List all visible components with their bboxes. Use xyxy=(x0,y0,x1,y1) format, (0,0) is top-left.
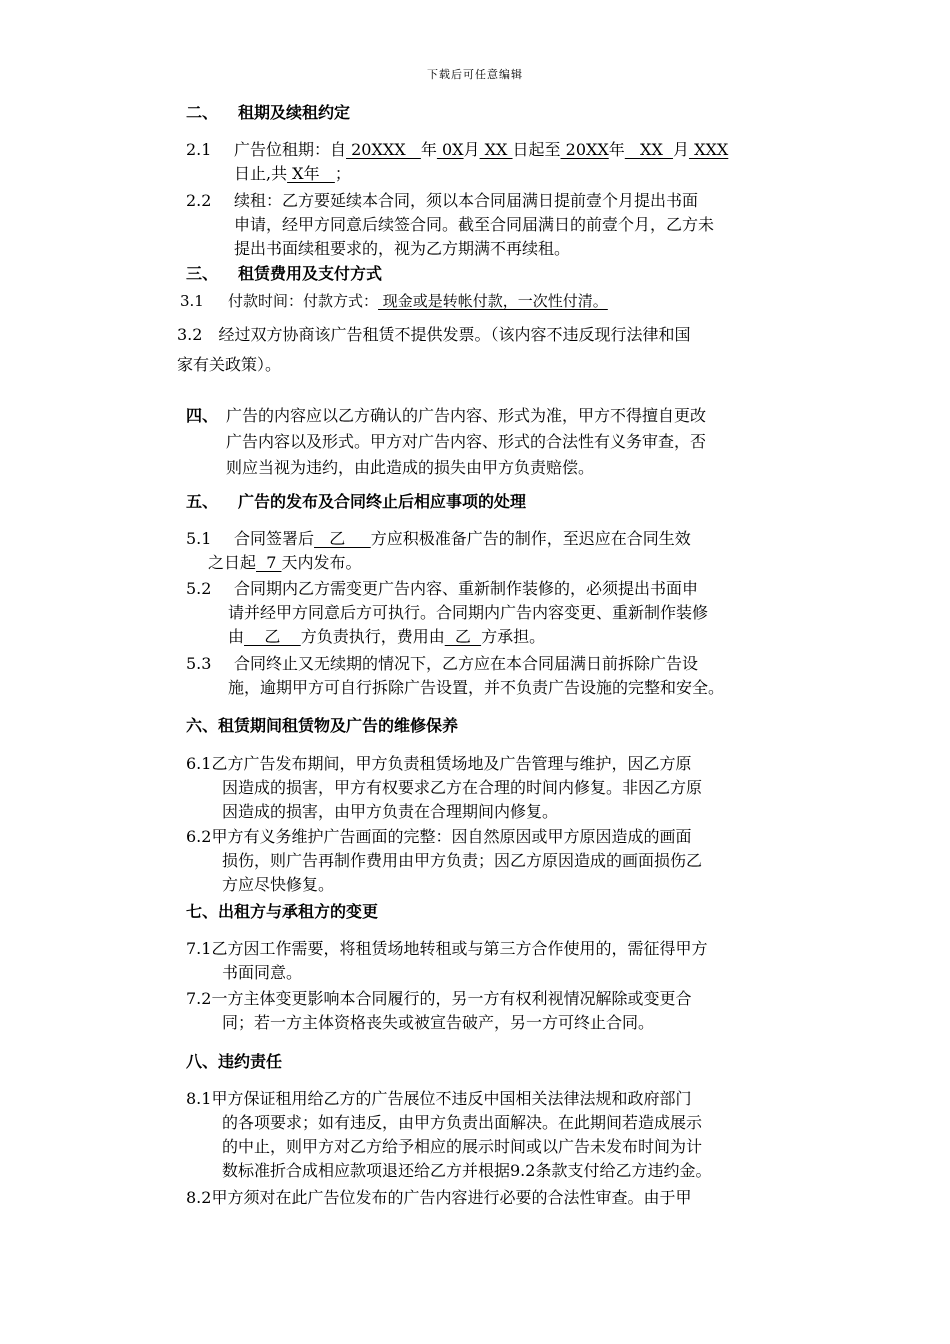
clause-6-1-line-3: 因造成的损害，由甲方负责在合理期间内修复。 xyxy=(222,802,559,821)
clause-2-1-number: 2.1 xyxy=(186,140,212,159)
clause-5-2-line-2: 请并经甲方同意后方可执行。合同期内广告内容变更、重新制作装修 xyxy=(228,603,709,622)
end-day: XXX xyxy=(689,140,729,159)
clause-5-2-line-1: 合同期内乙方需变更广告内容、重新制作装修的，必须提出书面申 xyxy=(234,579,699,598)
section-3-title: 租赁费用及支付方式 xyxy=(238,264,383,283)
clause-7-2-line-2: 同；若一方主体资格丧失或被宣告破产，另一方可终止合同。 xyxy=(222,1013,655,1032)
payment-method: 现金或是转帐付款，一次性付清。 xyxy=(378,292,608,310)
cost-party: 乙 xyxy=(444,627,482,646)
section-4 xyxy=(186,403,706,481)
clause-8-2-line-1: 8.2甲方须对在此广告位发布的广告内容进行必要的合法性审查。由于甲 xyxy=(186,1188,692,1207)
clause-8-1 xyxy=(186,1087,711,1183)
clause-5-1-number: 5.1 xyxy=(186,529,212,548)
text-year-2: 年 xyxy=(608,140,625,159)
text-year: 年 xyxy=(420,140,437,159)
executing-party: 乙 xyxy=(244,627,301,646)
section-2-number: 二、 xyxy=(186,103,219,122)
section-2-title: 租期及续租约定 xyxy=(238,103,351,122)
clause-8-1-line-2: 的各项要求；如有违反，由甲方负责出面解决。在此期间若造成展示 xyxy=(222,1113,703,1132)
section-5-heading xyxy=(186,490,826,514)
text-from-to: 日起至 xyxy=(512,140,561,159)
lease-term: X年 xyxy=(287,164,335,183)
clause-3-1-text: 付款时间：付款方式： xyxy=(228,292,379,310)
section-4-line-2: 广告内容以及形式。甲方对广告内容、形式的合法性有义务审查，否 xyxy=(226,432,707,451)
publish-days: 7 xyxy=(256,553,282,572)
clause-7-2-line-1: 7.2一方主体变更影响本合同履行的，另一方有权利视情况解除或变更合 xyxy=(186,989,692,1008)
section-8-heading: 八、违约责任 xyxy=(186,1052,283,1071)
clause-8-1-line-1: 8.1甲方保证租用给乙方的广告展位不违反中国相关法律法规和政府部门 xyxy=(186,1089,692,1108)
clause-3-2-line-2: 家有关政策）。 xyxy=(177,355,282,374)
end-year: 20XX xyxy=(560,140,609,159)
section-6-heading: 六、租赁期间租赁物及广告的维修保养 xyxy=(186,716,459,735)
clause-5-1-text-d: 天内发布。 xyxy=(281,553,362,572)
clause-5-3-line-1: 合同终止又无续期的情况下，乙方应在本合同届满日前拆除广告设 xyxy=(234,654,699,673)
section-4-line-3: 则应当视为违约，由此造成的损失由甲方负责赔偿。 xyxy=(226,458,595,477)
section-4-line-1: 广告的内容应以乙方确认的广告内容、形式为准，甲方不得擅自更改 xyxy=(226,406,707,425)
section-2-heading xyxy=(186,101,826,125)
clause-5-2-text-b: 方负责执行，费用由 xyxy=(300,627,445,646)
clause-3-1-number: 3.1 xyxy=(180,292,204,310)
clause-2-2-number: 2.2 xyxy=(186,191,212,210)
section-5-title: 广告的发布及合同终止后相应事项的处理 xyxy=(238,492,527,511)
text-day-total: 日止,共 xyxy=(234,164,288,183)
clause-5-2-number: 5.2 xyxy=(186,579,212,598)
clause-8-1-line-4: 数标准折合成相应款项退还给乙方并根据9.2条款支付给乙方违约金。 xyxy=(222,1161,712,1180)
clause-5-2-text-a: 由 xyxy=(228,627,245,646)
clause-6-2 xyxy=(186,825,702,897)
text-month: 月 xyxy=(463,140,480,159)
page-header-note: 下载后可任意编辑 xyxy=(427,68,523,81)
preparing-party: 乙 xyxy=(314,529,371,548)
clause-5-3 xyxy=(186,652,724,700)
clause-7-2 xyxy=(186,987,691,1035)
clause-6-1 xyxy=(186,752,702,824)
clause-5-1-text-b: 方应积极准备广告的制作，至迟应在合同生效 xyxy=(370,529,691,548)
text-month-2: 月 xyxy=(673,140,690,159)
clause-2-1 xyxy=(186,138,728,186)
clause-3-2 xyxy=(177,320,690,380)
clause-6-2-line-3: 方应尽快修复。 xyxy=(222,875,335,894)
section-4-number: 四、 xyxy=(186,406,219,425)
section-7-heading: 七、出租方与承租方的变更 xyxy=(186,902,379,921)
clause-3-1 xyxy=(180,289,608,313)
clause-3-2-line-1: 3.2 经过双方协商该广告租赁不提供发票。（该内容不违反现行法律和国 xyxy=(177,325,691,344)
clause-5-1 xyxy=(186,527,691,575)
clause-5-3-line-2: 施，逾期甲方可自行拆除广告设置，并不负责广告设施的完整和安全。 xyxy=(228,678,725,697)
clause-7-1-line-1: 7.1乙方因工作需要，将租赁场地转租或与第三方合作使用的，需征得甲方 xyxy=(186,939,708,958)
clause-2-2-line-3: 提出书面续租要求的，视为乙方期满不再续租。 xyxy=(234,239,571,258)
end-month: XX xyxy=(624,140,674,159)
clause-5-3-number: 5.3 xyxy=(186,654,212,673)
clause-8-1-line-3: 的中止，则甲方对乙方给予相应的展示时间或以广告未发布时间为计 xyxy=(222,1137,703,1156)
clause-2-2-line-2: 申请，经甲方同意后续签合同。截至合同届满日的前壹个月，乙方未 xyxy=(234,215,715,234)
clause-2-1-text: 广告位租期：自 xyxy=(234,140,347,159)
section-3-heading xyxy=(186,262,826,286)
clause-6-2-line-2: 损伤，则广告再制作费用由甲方负责；因乙方原因造成的画面损伤乙 xyxy=(222,851,703,870)
clause-7-1 xyxy=(186,937,707,985)
clause-5-2-text-c: 方承担。 xyxy=(481,627,546,646)
clause-2-2-line-1: 续租：乙方要延续本合同，须以本合同届满日提前壹个月提出书面 xyxy=(234,191,699,210)
clause-6-1-line-2: 因造成的损害，甲方有权要求乙方在合理的时间内修复。非因乙方原 xyxy=(222,778,703,797)
section-5-number: 五、 xyxy=(186,492,219,511)
clause-6-1-line-1: 6.1乙方广告发布期间，甲方负责租赁场地及广告管理与维护，因乙方原 xyxy=(186,754,692,773)
start-month: 0X xyxy=(436,140,464,159)
clause-6-2-line-1: 6.2甲方有义务维护广告画面的完整：因自然原因或甲方原因造成的画面 xyxy=(186,827,692,846)
clause-8-2 xyxy=(186,1186,691,1210)
clause-5-2 xyxy=(186,577,708,649)
start-day: XX xyxy=(479,140,513,159)
clause-5-1-text-c: 之日起 xyxy=(208,553,257,572)
text-semicolon: ； xyxy=(334,164,351,183)
clause-5-1-text-a: 合同签署后 xyxy=(234,529,315,548)
section-3-number: 三、 xyxy=(186,264,219,283)
clause-2-2 xyxy=(186,189,714,261)
start-year: 20XXX xyxy=(346,140,421,159)
clause-7-1-line-2: 书面同意。 xyxy=(222,963,303,982)
